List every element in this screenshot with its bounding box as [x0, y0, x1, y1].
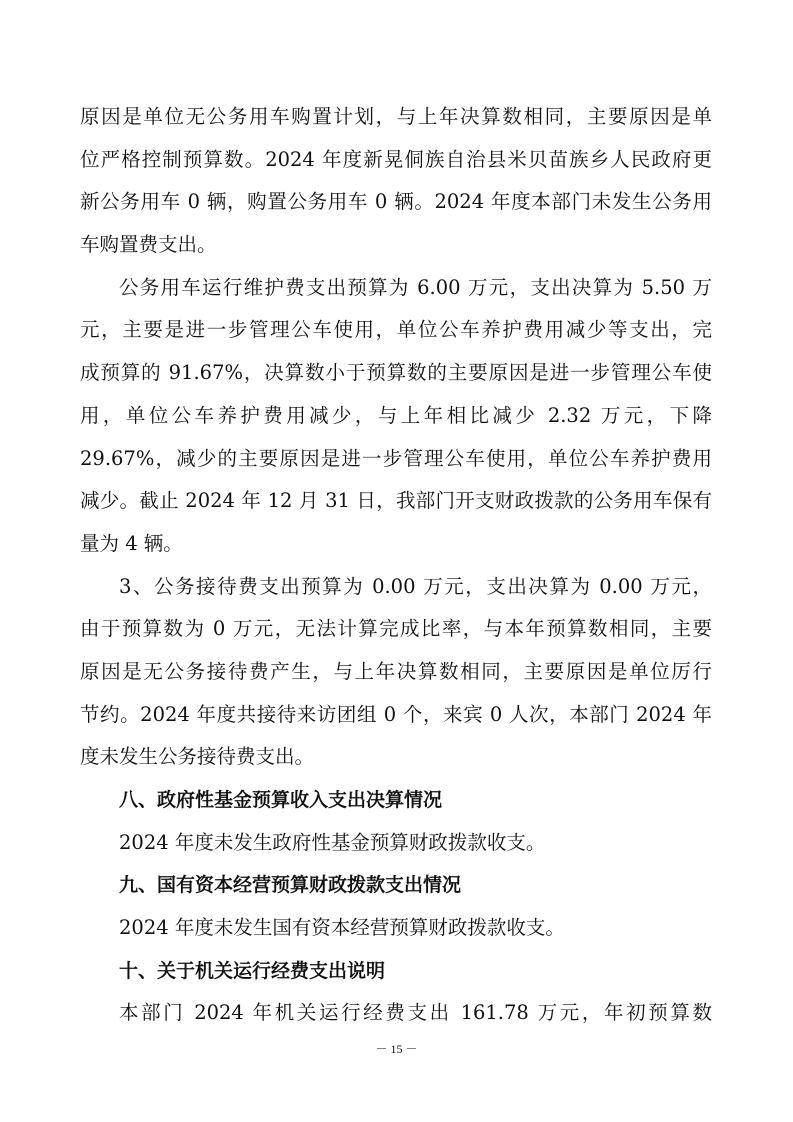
text-line: 节约。2024 年度共接待来访团组 0 个，来宾 0 人次，本部门 2024 年: [80, 702, 712, 726]
section-heading-state-capital: 九、国有资本经营预算财政拨款支出情况: [119, 874, 462, 897]
text-line: 公务用车运行维护费支出预算为 6.00 万元，支出决算为 5.50 万: [119, 275, 712, 299]
text-line: 由于预算数为 0 万元，无法计算完成比率，与本年预算数相同，主要: [80, 617, 712, 641]
text-line: 2024 年度未发生政府性基金预算财政拨款收支。: [119, 830, 546, 854]
page-number: － 15 －: [375, 1042, 418, 1056]
section-heading-government-fund: 八、政府性基金预算收入支出决算情况: [119, 789, 443, 811]
text-line: 新公务用车 0 辆，购置公务用车 0 辆。2024 年度本部门未发生公务用: [80, 190, 712, 214]
text-line: 原因是单位无公务用车购置计划，与上年决算数相同，主要原因是单: [80, 105, 712, 128]
text-line: 3、公务接待费支出预算为 0.00 万元，支出决算为 0.00 万元，: [119, 574, 712, 598]
section-heading-operating-expenses: 十、关于机关运行经费支出说明: [119, 959, 386, 982]
text-line: 原因是无公务接待费产生，与上年决算数相同，主要原因是单位厉行: [80, 659, 712, 683]
text-line: 本部门 2024 年机关运行经费支出 161.78 万元，年初预算数: [119, 1001, 712, 1025]
text-line: 减少。截止 2024 年 12 月 31 日，我部门开支财政拨款的公务用车保有: [80, 489, 712, 513]
text-line: 成预算的 91.67%，决算数小于预算数的主要原因是进一步管理公车使: [80, 361, 712, 385]
text-line: 度未发生公务接待费支出。: [80, 745, 315, 769]
text-line: 用，单位公车养护费用减少，与上年相比减少 2.32 万元，下降: [80, 403, 712, 427]
text-line: 量为 4 辆。: [80, 531, 183, 555]
text-line: 29.67%，减少的主要原因是进一步管理公车使用，单位公车养护费用: [80, 446, 712, 470]
document-body: [80, 99, 712, 1038]
text-line: 元，主要是进一步管理公车使用，单位公车养护费用减少等支出，完: [80, 318, 712, 342]
text-line: 车购置费支出。: [80, 233, 217, 257]
text-line: 位严格控制预算数。2024 年度新晃侗族自治县米贝苗族乡人民政府更: [80, 147, 712, 171]
text-line: 2024 年度未发生国有资本经营预算财政拨款收支。: [119, 916, 565, 940]
